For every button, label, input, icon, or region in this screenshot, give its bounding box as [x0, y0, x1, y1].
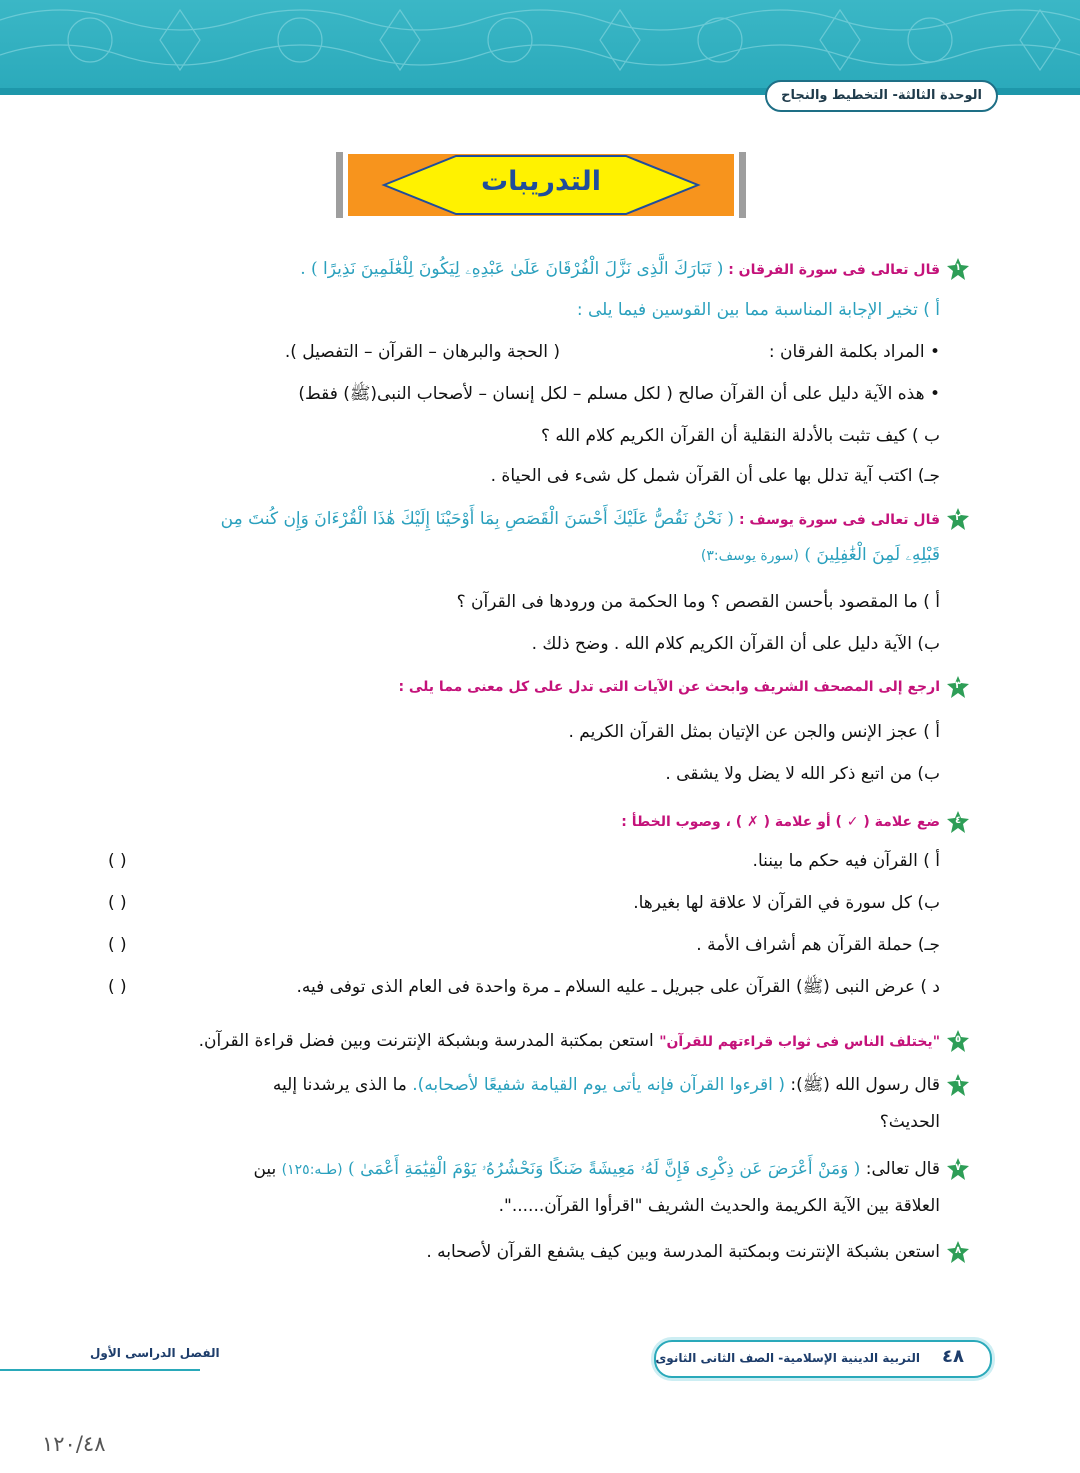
q2-heading [221, 506, 940, 533]
question-badge-5: ٥ [947, 1030, 969, 1052]
section-title-banner [336, 152, 746, 218]
q7-verse: ( وَمَنْ أَعْرَضَ عَن ذِكْرِى فَإِنَّ لَهُۥ مَعِيشَةً ضَنكًا وَنَحْشُرُهُۥ يَوْمَ الْقِيَٰمَةِ أَعْمَىٰ ) [348, 1159, 861, 1179]
footer-term-underline [0, 1369, 200, 1371]
unit-label: الوحدة الثالثة- التخطيط والنجاح [765, 80, 998, 112]
q4-answer-box-b[interactable]: ( ) [108, 893, 127, 913]
q6-line2: الحديث؟ [879, 1112, 940, 1132]
q1-part-b: ب ) كيف تثبت بالأدلة النقلية أن القرآن الكريم كلام الله ؟ [540, 426, 940, 446]
q8-text: استعن بشبكة الإنترنت وبمكتبة المدرسة وبين كيف يشفع القرآن لأصحابه . [426, 1242, 940, 1262]
q4-item-b: ب) كل سورة في القرآن لا علاقة لها بغيرها. [633, 893, 940, 913]
q1-intro: قال تعالى فى سورة الفرقان : [728, 262, 940, 278]
q7-line2: العلاقة بين الآية الكريمة والحديث الشريف "اقرأوا القرآن......". [498, 1196, 940, 1216]
q3-part-a: أ ) عجز الإنس والجن عن الإتيان بمثل القرآن الكريم . [568, 722, 940, 742]
viewer-page-indicator: ١٢٠/٤٨ [42, 1432, 106, 1456]
q4-answer-box-c[interactable]: ( ) [108, 935, 127, 955]
question-badge-4: ٤ [947, 811, 969, 833]
q4-answer-box-d[interactable]: ( ) [108, 977, 127, 997]
q1-part-c: جـ) اكتب آية تدلل بها على أن القرآن شمل كل شىء فى الحياة . [490, 466, 940, 486]
question-badge-6: ٦ [947, 1074, 969, 1096]
q2-verse-line1: ( نَحْنُ نَقُصُّ عَلَيْكَ أَحْسَنَ الْقَصَصِ بِمَا أَوْحَيْنَا إِلَيْكَ هَٰذَا الْقُرْءَانَ وَإِن كُنتَ مِن [220, 509, 735, 529]
question-badge-3: ٣ [947, 676, 969, 698]
q4-item-c: جـ) حملة القرآن هم أشراف الأمة . [696, 935, 940, 955]
q4-answer-box-a[interactable]: ( ) [108, 851, 127, 871]
question-badge-7: ٧ [947, 1158, 969, 1180]
footer-term: الفصل الدراسى الأول [90, 1346, 220, 1360]
footer-page-number: ٤٨ [942, 1346, 964, 1367]
q3-part-b: ب) من اتبع ذكر الله لا يضل ولا يشقى . [665, 764, 940, 784]
section-title: التدريبات [481, 166, 601, 197]
q4-item-d: د ) عرض النبى (ﷺ) القرآن على جبريل ـ عليه السلام ـ مرة واحدة فى العام الذى توفى فيه. [296, 977, 940, 997]
q7-suffix: بين [253, 1159, 277, 1179]
q2-part-b: ب) الآية دليل على أن القرآن الكريم كلام الله . وضح ذلك . [531, 634, 940, 654]
q5-quote: "يختلف الناس فى ثواب قراءتهم للقرآن" [659, 1034, 940, 1050]
q3-intro: ارجع إلى المصحف الشريف وابحث عن الآيات التى تدل على كل معنى مما يلى : [398, 679, 940, 695]
q2-part-a: أ ) ما المقصود بأحسن القصص ؟ وما الحكمة من ورودها فى القرآن ؟ [456, 592, 940, 612]
q4-intro: ضع علامة ( ✓ ) أو علامة ( ✗ ) ، وصوب الخطأ : [621, 814, 940, 830]
q7-prefix: قال تعالى: [865, 1159, 940, 1179]
q1-verse: ( تَبَارَكَ الَّذِى نَزَّلَ الْفُرْقَانَ عَلَىٰ عَبْدِهِۦ لِيَكُونَ لِلْعَٰلَمِينَ نَذِيرًا ) . [300, 259, 724, 279]
q5-text: استعن بمكتبة المدرسة وبشبكة الإنترنت وبين فضل قراءة القرآن. [198, 1031, 654, 1051]
q1-heading [300, 256, 940, 283]
q5-row [199, 1027, 940, 1056]
question-badge-8: ٨ [947, 1241, 969, 1263]
q1-bullet1-choices: ( الحجة والبرهان – القرآن – التفصيل ). [284, 342, 560, 362]
q7-row [253, 1155, 940, 1184]
question-badge-1: ١ [947, 258, 969, 280]
q7-reference: (طـه:١٢٥) [281, 1162, 343, 1178]
q6-prefix: قال رسول الله (ﷺ): [790, 1075, 940, 1095]
q6-suffix: ما الذى يرشدنا إليه [272, 1075, 407, 1095]
q6-hadith: ( اقرءوا القرآن فإنه يأتى يوم القيامة شفيعًا لأصحابه). [412, 1075, 785, 1095]
q2-reference: (سورة يوسف:٣) [700, 548, 799, 564]
q1-part-a: أ ) تخير الإجابة المناسبة مما بين القوسين فيما يلى : [576, 300, 940, 320]
q2-intro: قال تعالى فى سورة يوسف : [738, 512, 940, 528]
footer-book-pill [654, 1340, 992, 1378]
q6-row [273, 1071, 940, 1099]
footer-book-title: التربية الدينية الإسلامية- الصف الثانى الثانوى [655, 1351, 920, 1365]
q1-bullet2: • هذه الآية دليل على أن القرآن صالح ( لكل مسلم – لكل إنسان – لأصحاب النبى(ﷺ) فقط) [298, 384, 940, 404]
q4-item-a: أ ) القرآن فيه حكم ما بيننا. [752, 851, 940, 871]
q1-bullet1: • المراد بكلمة الفرقان : [768, 342, 940, 362]
q2-verse-line2-row [701, 541, 940, 570]
question-badge-2: ٢ [947, 508, 969, 530]
q2-verse-line2: قَبْلِهِۦ لَمِنَ الْغَٰفِلِينَ ) [804, 545, 940, 565]
